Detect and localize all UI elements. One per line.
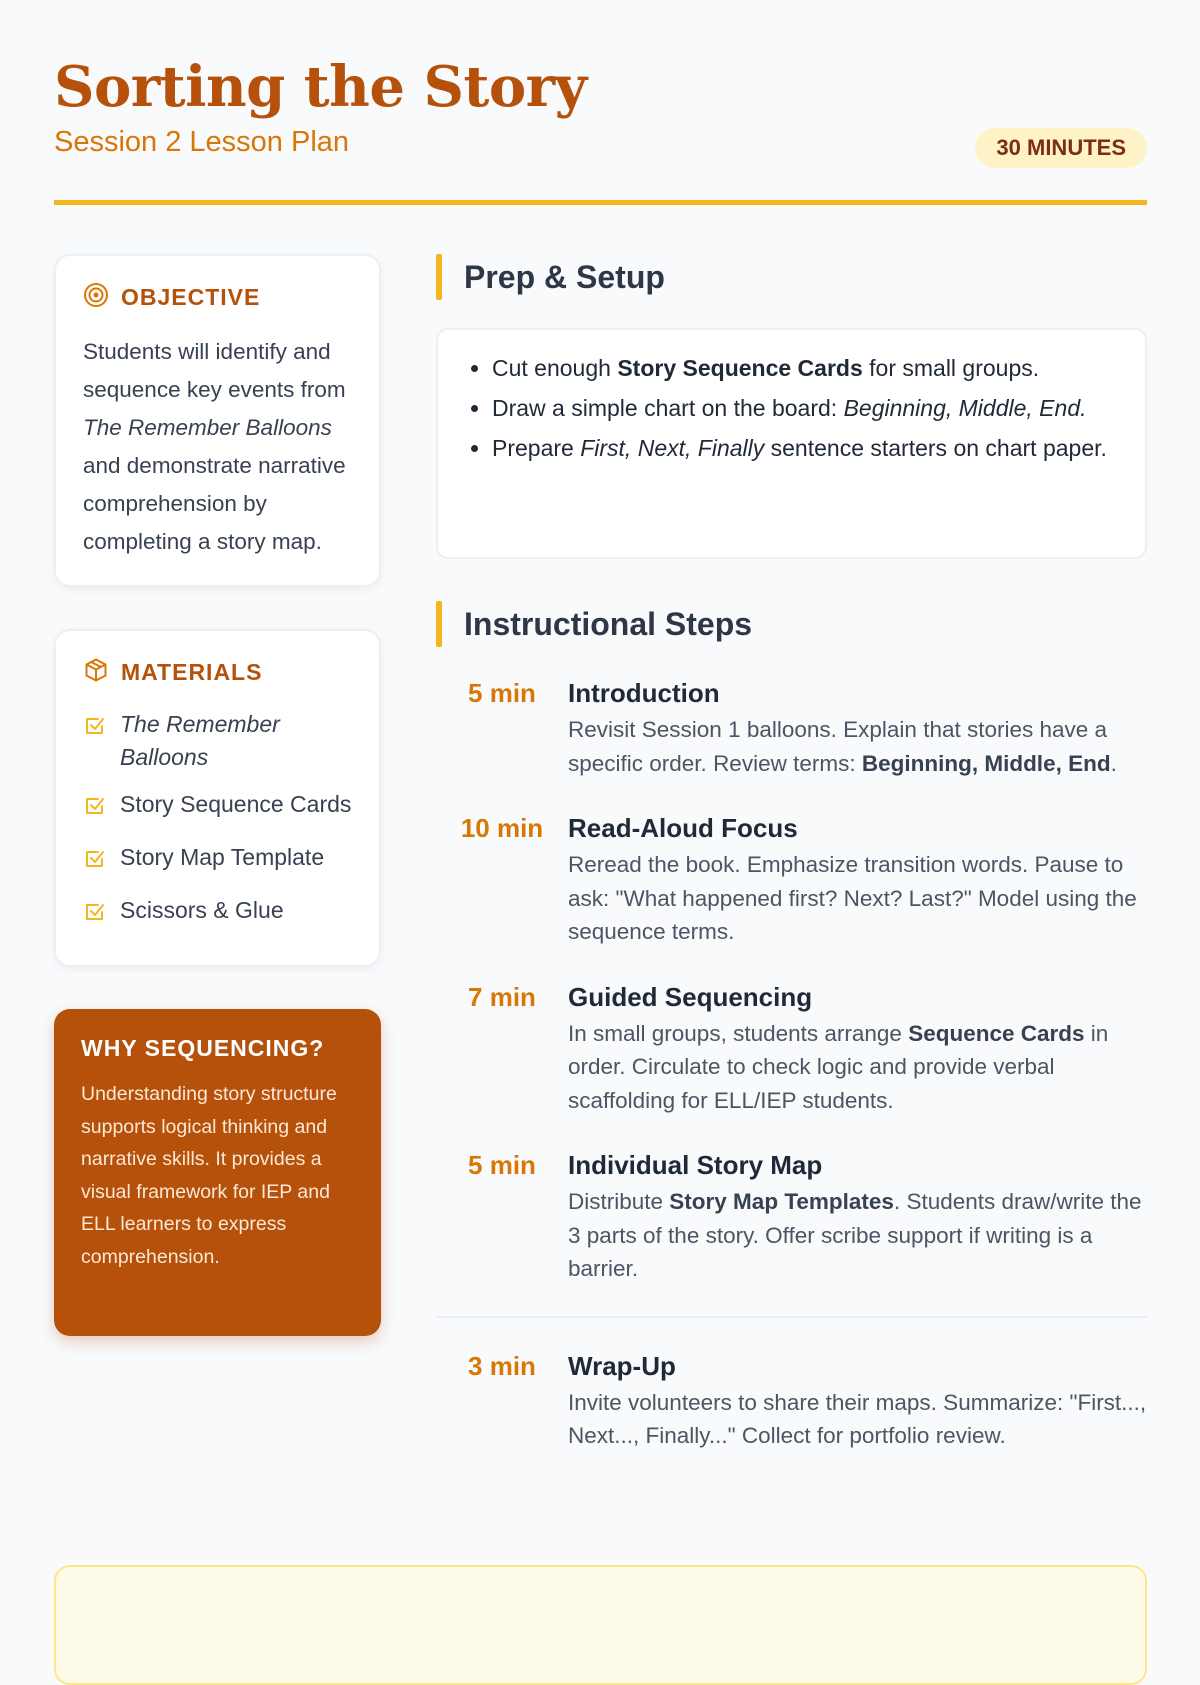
checkbox-checked-icon [83,900,107,933]
material-item [83,841,353,880]
step-item [436,675,1147,780]
materials-card [54,629,381,967]
step-item [436,1316,1147,1453]
why-heading: WHY SEQUENCING? [81,1035,325,1061]
objective-text-start: Students will identify and sequence key events from [83,339,346,402]
checkbox-checked-icon [83,714,107,747]
step-time: 5 min [468,678,536,708]
note-box [54,1565,1147,1685]
step-title: Wrap-Up [568,1350,676,1381]
prep-heading: Prep & Setup [464,258,665,295]
step-body [568,1147,1147,1286]
step-body [568,810,1147,949]
step-description [568,1017,1147,1118]
step-title: Introduction [568,678,720,708]
checkbox-checked-icon [83,847,107,880]
material-label: Scissors & Glue [120,897,284,923]
step-item [436,1147,1147,1286]
prep-item [492,352,1121,385]
lesson-plan-page [54,0,1147,1448]
material-item [83,894,353,933]
step-description [568,1386,1147,1453]
material-item [83,708,353,774]
duration-badge: 30 MINUTES [975,128,1147,168]
material-item [83,788,353,827]
step-title: Guided Sequencing [568,981,813,1012]
step-text: in order. Circulate to check logic and provide verbal scaffolding for ELL/IEP students. [568,1020,1109,1113]
materials-heading: MATERIALS [121,659,263,685]
materials-header [83,657,353,688]
step-item [436,979,1147,1118]
prep-item [492,392,1121,425]
steps-heading: Instructional Steps [464,605,753,642]
step-time: 5 min [468,1150,536,1180]
prep-list [464,352,1121,465]
prep-item-text: sentence starters on chart paper. [764,435,1107,461]
objective-book-title: The Remember Balloons [83,415,332,440]
step-bold: Beginning, Middle, End [861,750,1111,776]
prep-box [436,328,1147,559]
step-body [568,675,1147,780]
step-title: Read-Aloud Focus [568,813,798,843]
checkbox-checked-icon [83,794,107,827]
step-bold: Sequence Cards [908,1020,1085,1046]
step-item [436,810,1147,949]
prep-item-text: for small groups. [862,355,1040,381]
step-body [568,979,1147,1118]
page-header [54,0,1147,205]
step-body [568,1348,1147,1453]
material-label: The Remember Balloons [120,711,280,770]
step-text: . [1110,750,1117,776]
step-time: 3 min [468,1350,536,1381]
step-bold: Story Map Templates [669,1189,894,1214]
objective-header [83,282,353,313]
step-time: 7 min [468,981,536,1012]
step-description [568,713,1147,780]
main-content [436,254,1147,1453]
prep-item-text: Cut enough [492,355,618,381]
step-text: Invite volunteers to share their maps. Summarize: "First..., Next..., Finally..." Collect for portfolio review. [568,1389,1147,1448]
step-text: In small groups, students arrange [568,1020,909,1046]
page-subtitle: Session 2 Lesson Plan [54,126,350,158]
step-title: Individual Story Map [568,1150,823,1180]
box-icon [83,657,109,688]
prep-item [492,432,1121,465]
steps-section-header [436,601,1147,647]
step-description [568,848,1147,949]
prep-item-italic: First, Next, Finally [580,435,765,461]
prep-item-text: Draw a simple chart on the board: [492,395,844,421]
prep-item-italic: Beginning, Middle, End. [843,395,1087,421]
objective-card [54,254,381,587]
prep-item-text: Prepare [492,435,581,461]
prep-section-header [436,254,1147,300]
why-sequencing-card [54,1009,381,1336]
objective-text [83,333,353,561]
materials-list [83,708,353,933]
objective-text-end: and demonstrate narrative comprehension by completing a story map. [83,453,346,554]
sidebar [54,254,381,1336]
prep-item-bold: Story Sequence Cards [617,355,863,381]
step-description [568,1185,1147,1286]
page-title: Sorting the Story [54,54,587,120]
step-text: . Students draw/write the 3 parts of the story. Offer scribe support if writing is a barrier. [568,1189,1142,1281]
material-label: Story Sequence Cards [120,791,352,817]
target-icon [83,282,109,313]
objective-heading: OBJECTIVE [121,284,261,310]
why-text: Understanding story structure supports logical thinking and narrative skills. It provides a visual framework for IEP and ELL learners to express comprehension. [81,1083,337,1268]
step-text: Distribute [568,1189,670,1214]
step-time: 10 min [460,813,544,843]
step-text: Revisit Session 1 balloons. Explain that stories have a specific order. Review terms: [568,717,1108,776]
step-text: Reread the book. Emphasize transition words. Pause to ask: "What happened first? Next? Last?" Model using the sequence terms. [568,852,1137,944]
material-label: Story Map Template [120,844,325,870]
section-accent-bar [436,601,442,647]
steps-list [436,675,1147,1453]
section-accent-bar [436,254,442,300]
